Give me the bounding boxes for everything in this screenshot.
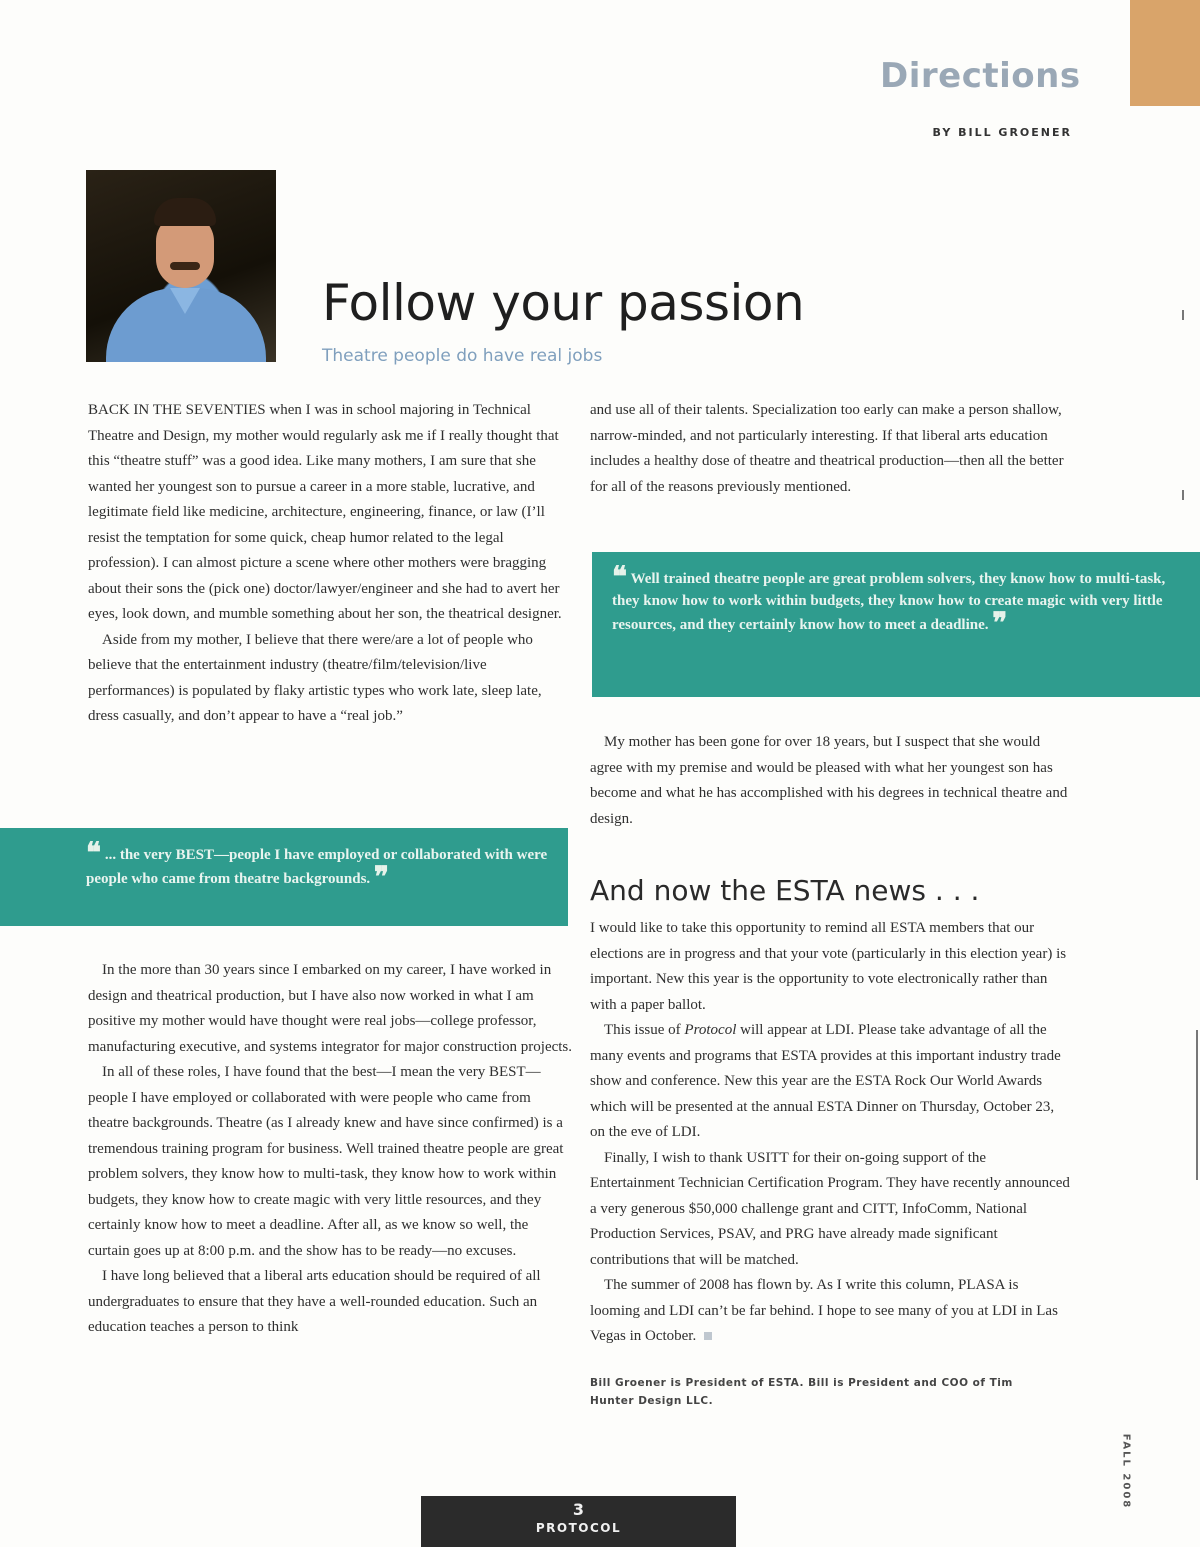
- scan-mark: [1182, 490, 1184, 500]
- page-number: 3: [572, 1500, 585, 1519]
- publication-name: Protocol: [684, 1022, 737, 1038]
- byline: BY BILL GROENER: [932, 126, 1072, 139]
- left-column-top: [88, 398, 572, 730]
- close-quote-icon: ❞: [373, 860, 389, 893]
- section-tab: [1130, 0, 1200, 106]
- pull-quote-text: ... the very BEST—people I have employed or collaborated with were people who came from theatre backgrounds.: [86, 847, 548, 887]
- author-bio: Bill Groener is President of ESTA. Bill is President and COO of Tim Hunter Design LLC.: [590, 1377, 1013, 1407]
- right-column-middle: [590, 730, 1070, 832]
- section-title: Directions: [880, 56, 1081, 96]
- footer-bar: [421, 1496, 736, 1547]
- text: will appear at LDI. Please take advantage of all the many events and programs that ESTA provides at this important industry trade show and conference. New this year are the ESTA Rock Our World Awards which will be presented at the annual ESTA Dinner on Thursday, October 23, on the eve of LDI.: [590, 1022, 1061, 1140]
- text: The summer of 2008 has flown by. As I write this column, PLASA is looming and LDI can’t be far behind. I hope to see many of you at LDI in Las Vegas in October.: [590, 1277, 1058, 1344]
- paragraph: In all of these roles, I have found that the best—I mean the very BEST—people I have employed or collaborated with were people who came from theatre backgrounds. Theatre (as I already knew and have since confirmed) is a tremendous training program for business. Well trained theatre people are great problem solvers, they know how to multi-task, they know how to work within budgets, they know how to create magic with very little resources, and they certainly know how to meet a deadline. After all, as we know so well, the curtain goes up at 8:00 p.m. and the show has to be ready—no excuses.: [88, 1064, 564, 1259]
- pull-quote-left: [0, 828, 568, 926]
- open-quote-icon: ❝: [86, 836, 102, 869]
- open-quote-icon: ❝: [612, 560, 628, 593]
- news-heading: And now the ESTA news . . .: [590, 874, 980, 907]
- scan-mark: [1196, 1030, 1198, 1180]
- left-column-bottom: [88, 958, 572, 1341]
- pull-quote-right: [592, 552, 1200, 697]
- paragraph: In the more than 30 years since I embarked on my career, I have worked in design and theatrical production, but I have also now worked in what I am positive my mother would have thought were real jobs—college professor, manufacturing executive, and systems integrator for major construction projects.: [88, 962, 573, 1055]
- author-photo: [86, 170, 276, 362]
- article-title: Follow your passion: [322, 274, 805, 332]
- scan-mark: [1182, 310, 1184, 320]
- pull-quote-text: Well trained theatre people are great problem solvers, they know how to multi-task, they know how to work within budgets, they know how to create magic with very little resources, and they certainly know how to meet a deadline.: [612, 571, 1166, 633]
- close-quote-icon: ❞: [992, 606, 1008, 639]
- article-subtitle: Theatre people do have real jobs: [322, 346, 603, 366]
- right-column-news: [590, 916, 1070, 1350]
- paragraph: Aside from my mother, I believe that there were/are a lot of people who believe that the entertainment industry (theatre/film/television/live performances) is populated by flaky artistic types who work late, sleep late, dress casually, and don’t appear to have a “real job.”: [88, 631, 542, 724]
- paragraph: [590, 1018, 1070, 1146]
- end-mark-icon: [704, 1332, 712, 1340]
- paragraph: BACK IN THE SEVENTIES when I was in school majoring in Technical Theatre and Design, my mother would regularly ask me if I really thought that this “theatre stuff” was a good idea. Like many mothers, I am sure that she wanted her youngest son to pursue a career in a more stable, lucrative, and legitimate field like medicine, architecture, engineering, finance, or law (I’ll resist the temptation for some quick, cheap humor related to the legal profession). I can almost picture a scene where other mothers were bragging about their sons the (pick one) doctor/lawyer/engineer and she had to avert her eyes, look down, and mumble something about her son, the theatrical designer.: [88, 402, 562, 622]
- issue-date: FALL 2008: [1120, 1433, 1132, 1510]
- publication-name: PROTOCOL: [535, 1521, 622, 1535]
- paragraph: [590, 1273, 1070, 1350]
- paragraph: Finally, I wish to thank USITT for their on-going support of the Entertainment Technician Certification Program. They have recently announced a very generous $50,000 challenge grant and CITT, InfoComm, National Production Services, PSAV, and PRG have already made significant contributions that will be matched.: [590, 1149, 1070, 1268]
- paragraph: I would like to take this opportunity to remind all ESTA members that our elections are in progress and that your vote (particularly in this election year) is important. New this year is the opportunity to vote electronically rather than with a paper ballot.: [590, 920, 1067, 1013]
- paragraph: I have long believed that a liberal arts education should be required of all undergraduates to ensure that they have a well-rounded education. Such an education teaches a person to think: [88, 1268, 541, 1335]
- right-column-top: [590, 398, 1070, 500]
- paragraph: and use all of their talents. Specialization too early can make a person shallow, narrow-minded, and not particularly interesting. If that liberal arts education includes a healthy dose of theatre and theatrical production—then all the better for all of the reasons previously mentioned.: [590, 402, 1064, 495]
- text: This issue of: [604, 1022, 685, 1038]
- paragraph: My mother has been gone for over 18 years, but I suspect that she would agree with my premise and would be pleased with what her youngest son has become and what he has accomplished with his degrees in technical theatre and design.: [590, 734, 1068, 827]
